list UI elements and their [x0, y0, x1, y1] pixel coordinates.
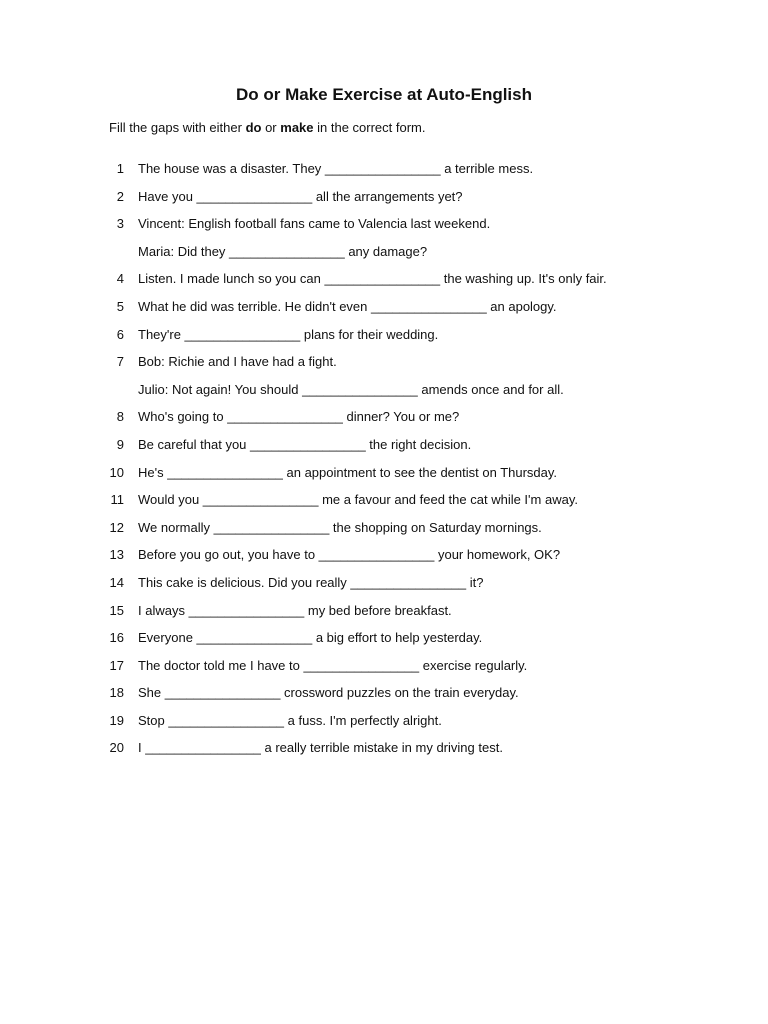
question-row	[0, 492, 768, 520]
question-number: 3	[116, 216, 124, 232]
question-row	[0, 658, 768, 686]
question-row	[0, 520, 768, 548]
question-number: 12	[109, 519, 124, 535]
question-number: 10	[109, 464, 124, 480]
instructions-word-make: make	[280, 120, 314, 135]
question-text: She ________________ crossword puzzles on the train everyday.	[138, 685, 519, 701]
instructions-prefix: Fill the gaps with either	[109, 120, 246, 135]
question-list	[0, 161, 768, 768]
question-row	[0, 216, 768, 244]
question-number: 16	[109, 630, 124, 646]
question-row	[0, 299, 768, 327]
question-row	[0, 465, 768, 493]
question-row	[0, 740, 768, 768]
question-number: 6	[116, 326, 124, 342]
question-row	[0, 685, 768, 713]
question-number: 19	[109, 712, 124, 728]
question-text: The doctor told me I have to ________________ exercise regularly.	[138, 657, 528, 673]
question-text: Before you go out, you have to ________________ your homework, OK?	[138, 547, 561, 563]
question-text: Vincent: English football fans came to Valencia last weekend.	[138, 216, 491, 232]
question-text: Everyone ________________ a big effort to help yesterday.	[138, 630, 483, 646]
question-number: 1	[116, 161, 124, 176]
question-number: 20	[109, 740, 124, 756]
question-text: Stop ________________ a fuss. I'm perfectly alright.	[138, 712, 442, 728]
question-text: I always ________________ my bed before breakfast.	[138, 602, 452, 618]
question-number: 14	[109, 574, 124, 590]
question-number: 17	[109, 657, 124, 673]
question-text: Bob: Richie and I have had a fight.	[138, 354, 337, 370]
question-text: Would you ________________ me a favour and feed the cat while I'm away.	[138, 492, 578, 508]
instructions-middle: or	[261, 120, 281, 135]
question-text: This cake is delicious. Did you really ________________ it?	[138, 574, 484, 590]
question-number: 18	[109, 685, 124, 701]
question-text: Be careful that you ________________ the right decision.	[138, 436, 472, 452]
question-row	[0, 603, 768, 631]
question-text: The house was a disaster. They ________________ a terrible mess.	[138, 161, 534, 176]
question-row	[0, 271, 768, 299]
question-row	[0, 244, 768, 272]
question-text: Listen. I made lunch so you can ________________ the washing up. It's only fair.	[138, 271, 607, 287]
question-row	[0, 382, 768, 410]
question-row	[0, 327, 768, 355]
question-text: We normally ________________ the shopping on Saturday mornings.	[138, 519, 542, 535]
question-number: 15	[109, 602, 124, 618]
question-number: 7	[116, 354, 124, 370]
question-number: 2	[116, 188, 124, 204]
question-text: Maria: Did they ________________ any damage?	[138, 243, 428, 259]
question-row	[0, 547, 768, 575]
question-text: Who's going to ________________ dinner? You or me?	[138, 409, 460, 425]
instructions	[109, 120, 426, 136]
question-text: Have you ________________ all the arrangements yet?	[138, 188, 463, 204]
question-number: 4	[116, 271, 124, 287]
question-text: Julio: Not again! You should ________________ amends once and for all.	[138, 381, 564, 397]
question-row	[0, 575, 768, 603]
question-number: 13	[109, 547, 124, 563]
question-text: I ________________ a really terrible mistake in my driving test.	[138, 740, 503, 756]
question-number: 8	[116, 409, 124, 425]
question-text: He's ________________ an appointment to see the dentist on Thursday.	[138, 464, 558, 480]
question-row	[0, 713, 768, 741]
instructions-suffix: in the correct form.	[313, 120, 426, 135]
question-text: They're ________________ plans for their wedding.	[138, 326, 439, 342]
question-row	[0, 354, 768, 382]
question-number: 9	[116, 436, 124, 452]
question-number: 11	[110, 492, 124, 508]
question-row	[0, 437, 768, 465]
question-row	[0, 161, 768, 189]
question-text: What he did was terrible. He didn't even ________________ an apology.	[138, 298, 557, 314]
question-row	[0, 409, 768, 437]
question-row	[0, 630, 768, 658]
instructions-word-do: do	[245, 120, 262, 135]
question-number: 5	[116, 298, 124, 314]
question-row	[0, 189, 768, 217]
page-title: Do or Make Exercise at Auto-English	[236, 85, 532, 104]
